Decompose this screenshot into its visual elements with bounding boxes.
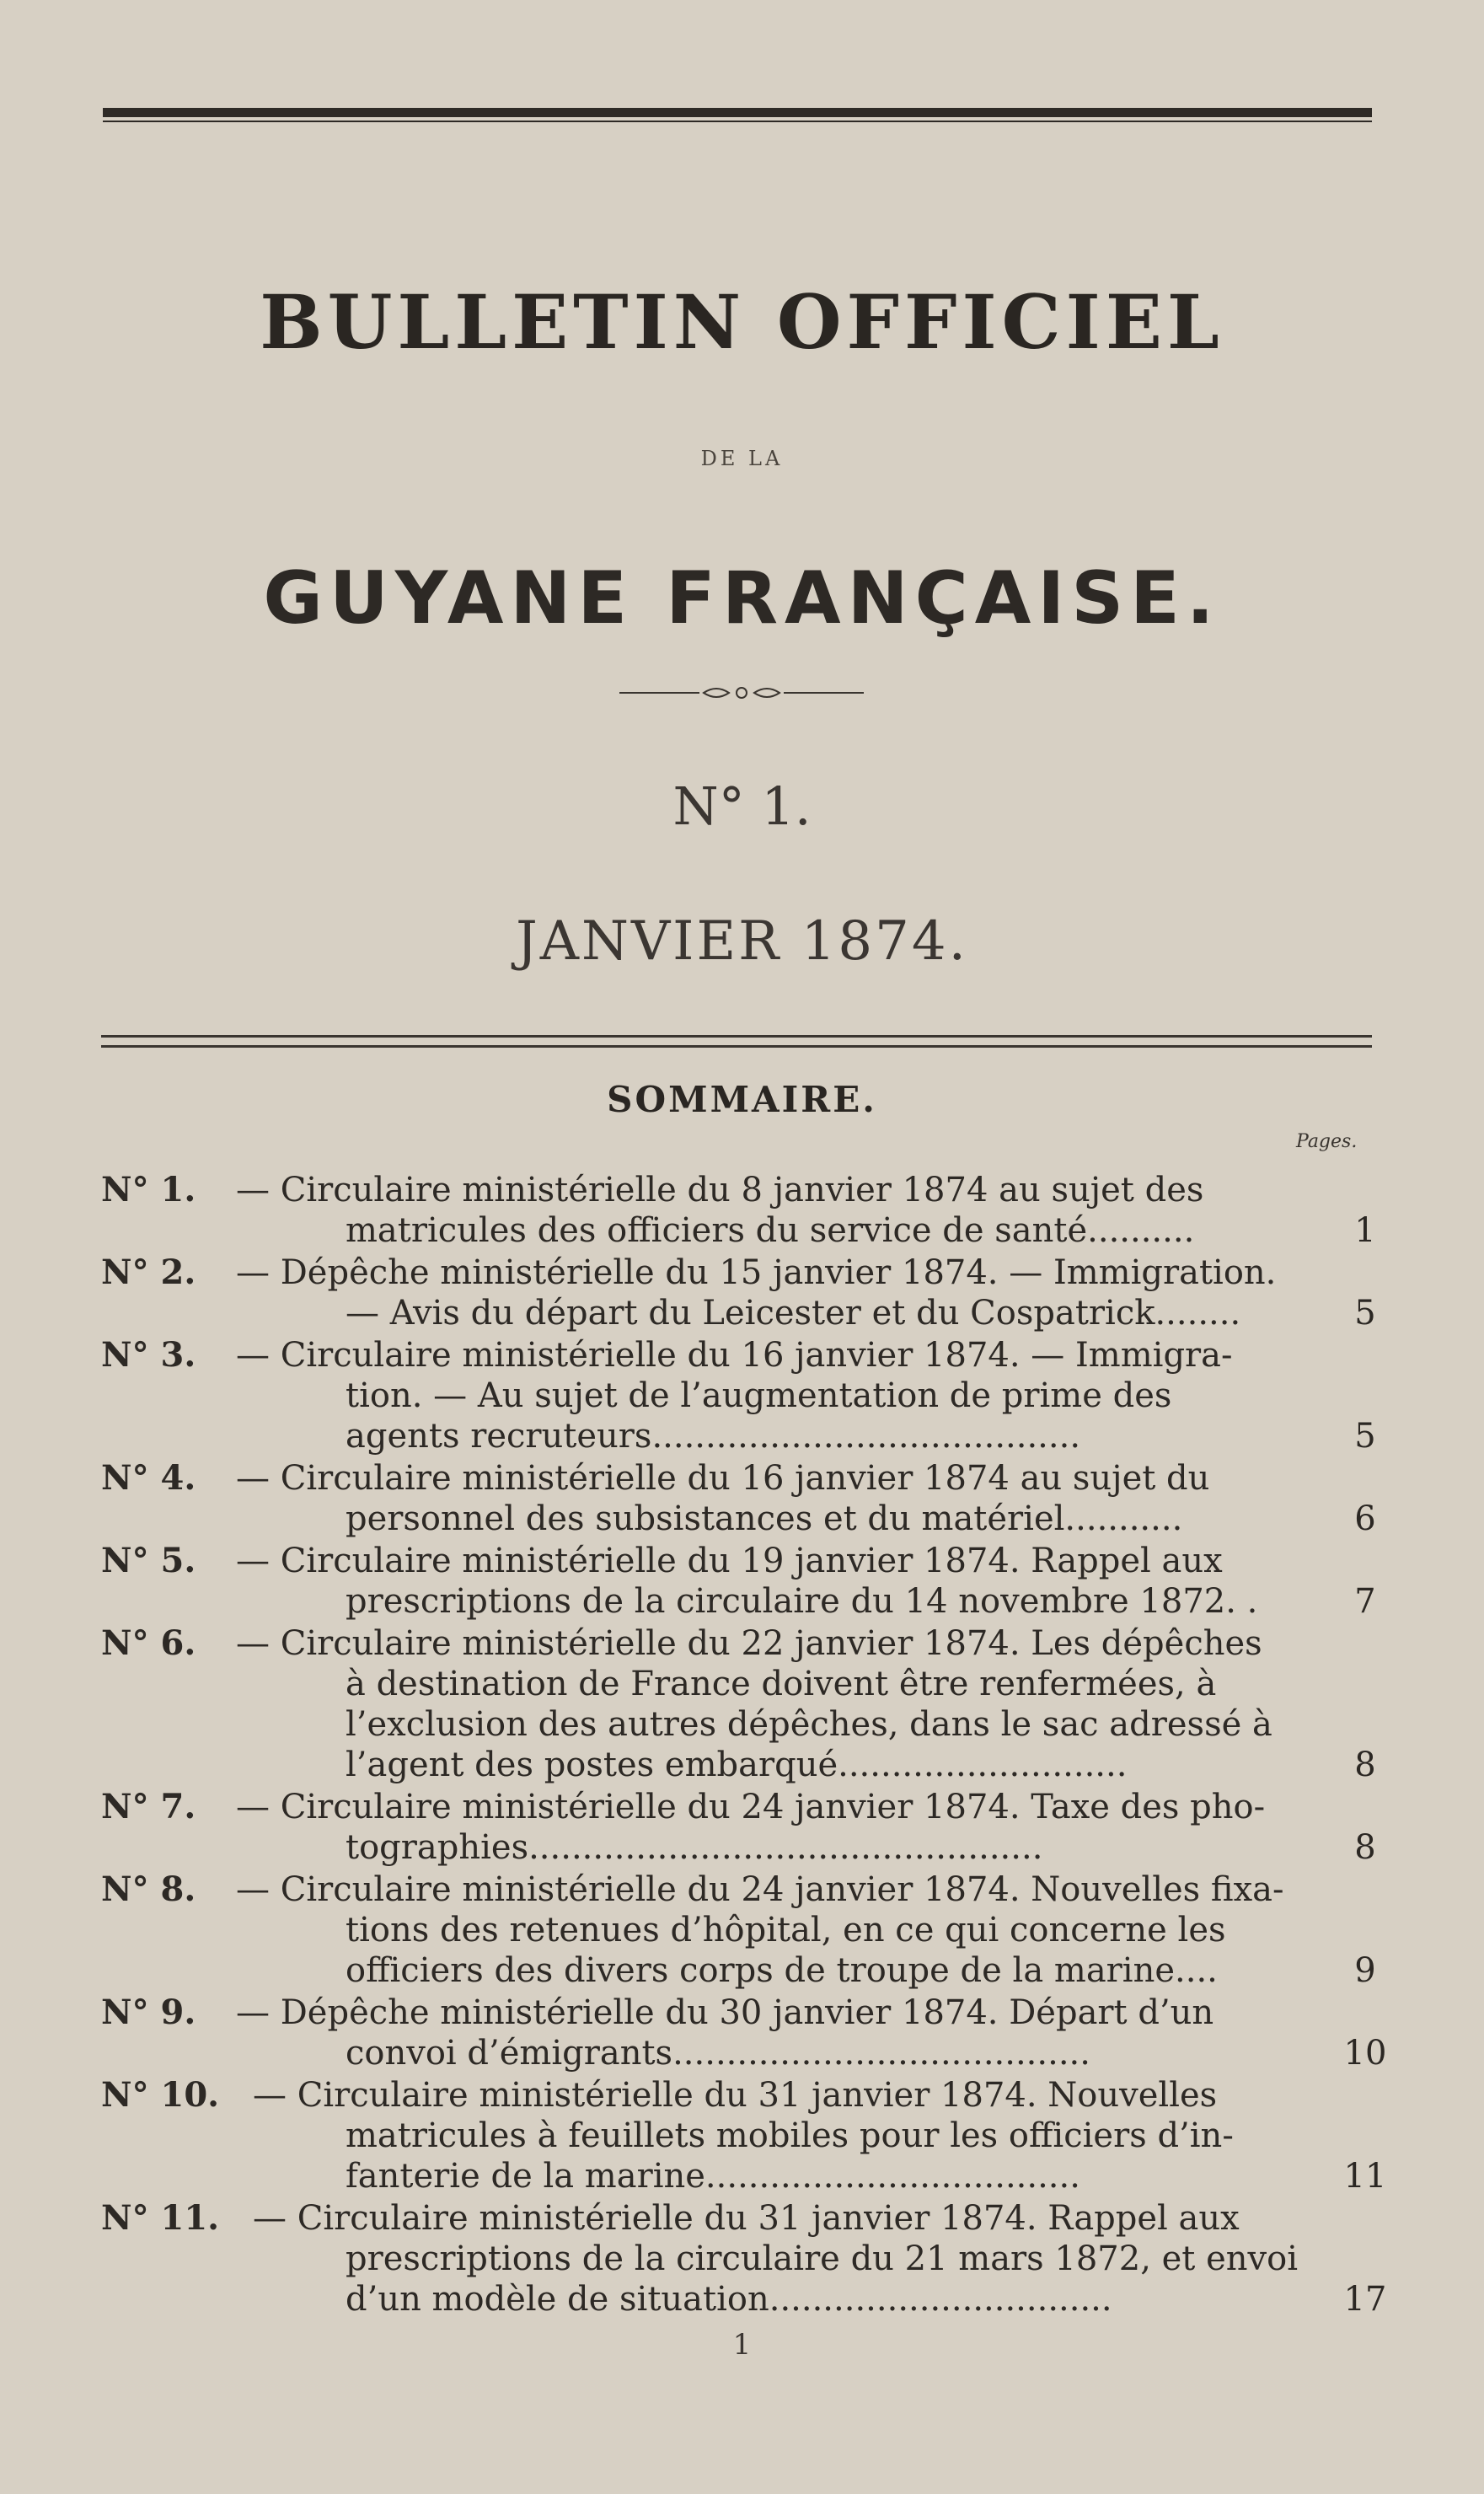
entry-text-line: d’un modèle de situation................................ [346, 2280, 1112, 2319]
entry-text-line: fanterie de la marine................................... [346, 2157, 1080, 2196]
entry-number: N° 2. [101, 1252, 196, 1292]
title-connector: DE LA [700, 447, 784, 470]
entry-text-line: personnel des subsistances et du matériel........... [346, 1499, 1183, 1538]
entry-text-line: tion. — Au sujet de l’augmentation de prime des [346, 1376, 1172, 1415]
entry-text-line: matricules des officiers du service de santé.......... [346, 1211, 1195, 1250]
entry-text-line: — Circulaire ministérielle du 31 janvier 1874. Nouvelles [253, 2076, 1218, 2115]
entry-number: N° 8. [101, 1869, 196, 1909]
entry-text-line: prescriptions de la circulaire du 21 mars 1872, et envoi [346, 2239, 1298, 2278]
entry-text-line: l’exclusion des autres dépêches, dans le sac adressé à [346, 1705, 1272, 1744]
entry-text-line: — Circulaire ministérielle du 19 janvier 1874. Rappel aux [236, 1542, 1223, 1580]
entry-text-line: — Dépêche ministérielle du 30 janvier 1874. Départ d’un [236, 1993, 1214, 2032]
entry-page-number: 1 [1354, 1211, 1376, 1250]
entry-page-number: 17 [1343, 2280, 1387, 2319]
entry-text-line: — Dépêche ministérielle du 15 janvier 1874. — Immigration. [236, 1253, 1277, 1292]
entry-text-line: matricules à feuillets mobiles pour les officiers d’in- [346, 2116, 1234, 2155]
entry-page-number: 9 [1354, 1951, 1376, 1990]
entry-text-line: agents recruteurs........................................ [346, 1417, 1081, 1456]
entry-number: N° 9. [101, 1993, 196, 2032]
entry-text-line: — Avis du départ du Leicester et du Cospatrick........ [346, 1294, 1241, 1333]
entry-page-number: 7 [1354, 1582, 1376, 1621]
entry-number: N° 4. [101, 1458, 196, 1498]
entry-text-line: — Circulaire ministérielle du 31 janvier 1874. Rappel aux [253, 2199, 1240, 2238]
entry-page-number: 6 [1354, 1499, 1376, 1538]
entry-page-number: 8 [1354, 1746, 1376, 1784]
entry-text-line: convoi d’émigrants....................................... [346, 2034, 1090, 2073]
page-folio: 1 [732, 2328, 752, 2362]
entry-text-line: — Circulaire ministérielle du 24 janvier 1874. Nouvelles fixa- [236, 1870, 1284, 1909]
colony-title: GUYANE FRANÇAISE. [263, 556, 1221, 641]
entry-number: N° 3. [101, 1335, 196, 1375]
entry-text-line: tions des retenues d’hôpital, en ce qui concerne les [346, 1911, 1226, 1950]
entry-page-number: 11 [1343, 2157, 1387, 2196]
entry-text-line: — Circulaire ministérielle du 24 janvier 1874. Taxe des pho- [236, 1788, 1266, 1826]
entry-page-number: 8 [1354, 1828, 1376, 1867]
bulletin-title: BULLETIN OFFICIEL [260, 278, 1224, 366]
entry-number: N° 1. [101, 1170, 196, 1209]
summary-heading: SOMMAIRE. [607, 1079, 877, 1120]
issue-number: N° 1. [672, 775, 812, 837]
entry-text-line: — Circulaire ministérielle du 16 janvier 1874 au sujet du [236, 1459, 1210, 1498]
entry-text-line: — Circulaire ministérielle du 8 janvier 1874 au sujet des [236, 1171, 1204, 1209]
entry-text-line: officiers des divers corps de troupe de la marine.... [346, 1951, 1218, 1990]
entry-number: N° 7. [101, 1787, 196, 1826]
entry-text-line: l’agent des postes embarqué........................... [346, 1746, 1128, 1784]
entry-number: N° 10. [101, 2075, 220, 2115]
entry-text-line: tographies................................................ [346, 1828, 1043, 1867]
entry-text-line: à destination de France doivent être renfermées, à [346, 1665, 1217, 1703]
entry-text-line: — Circulaire ministérielle du 16 janvier 1874. — Immigra- [236, 1336, 1233, 1375]
entry-text-line: prescriptions de la circulaire du 14 novembre 1872. . [346, 1582, 1258, 1621]
entry-page-number: 10 [1343, 2034, 1387, 2073]
entry-number: N° 11. [101, 2198, 220, 2238]
entry-number: N° 5. [101, 1541, 196, 1580]
entry-page-number: 5 [1354, 1417, 1376, 1456]
entry-page-number: 5 [1354, 1294, 1376, 1333]
pages-column-label: Pages. [1296, 1131, 1358, 1152]
entry-number: N° 6. [101, 1623, 196, 1663]
entry-text-line: — Circulaire ministérielle du 22 janvier 1874. Les dépêches [236, 1624, 1262, 1663]
issue-date: JANVIER 1874. [516, 910, 968, 973]
